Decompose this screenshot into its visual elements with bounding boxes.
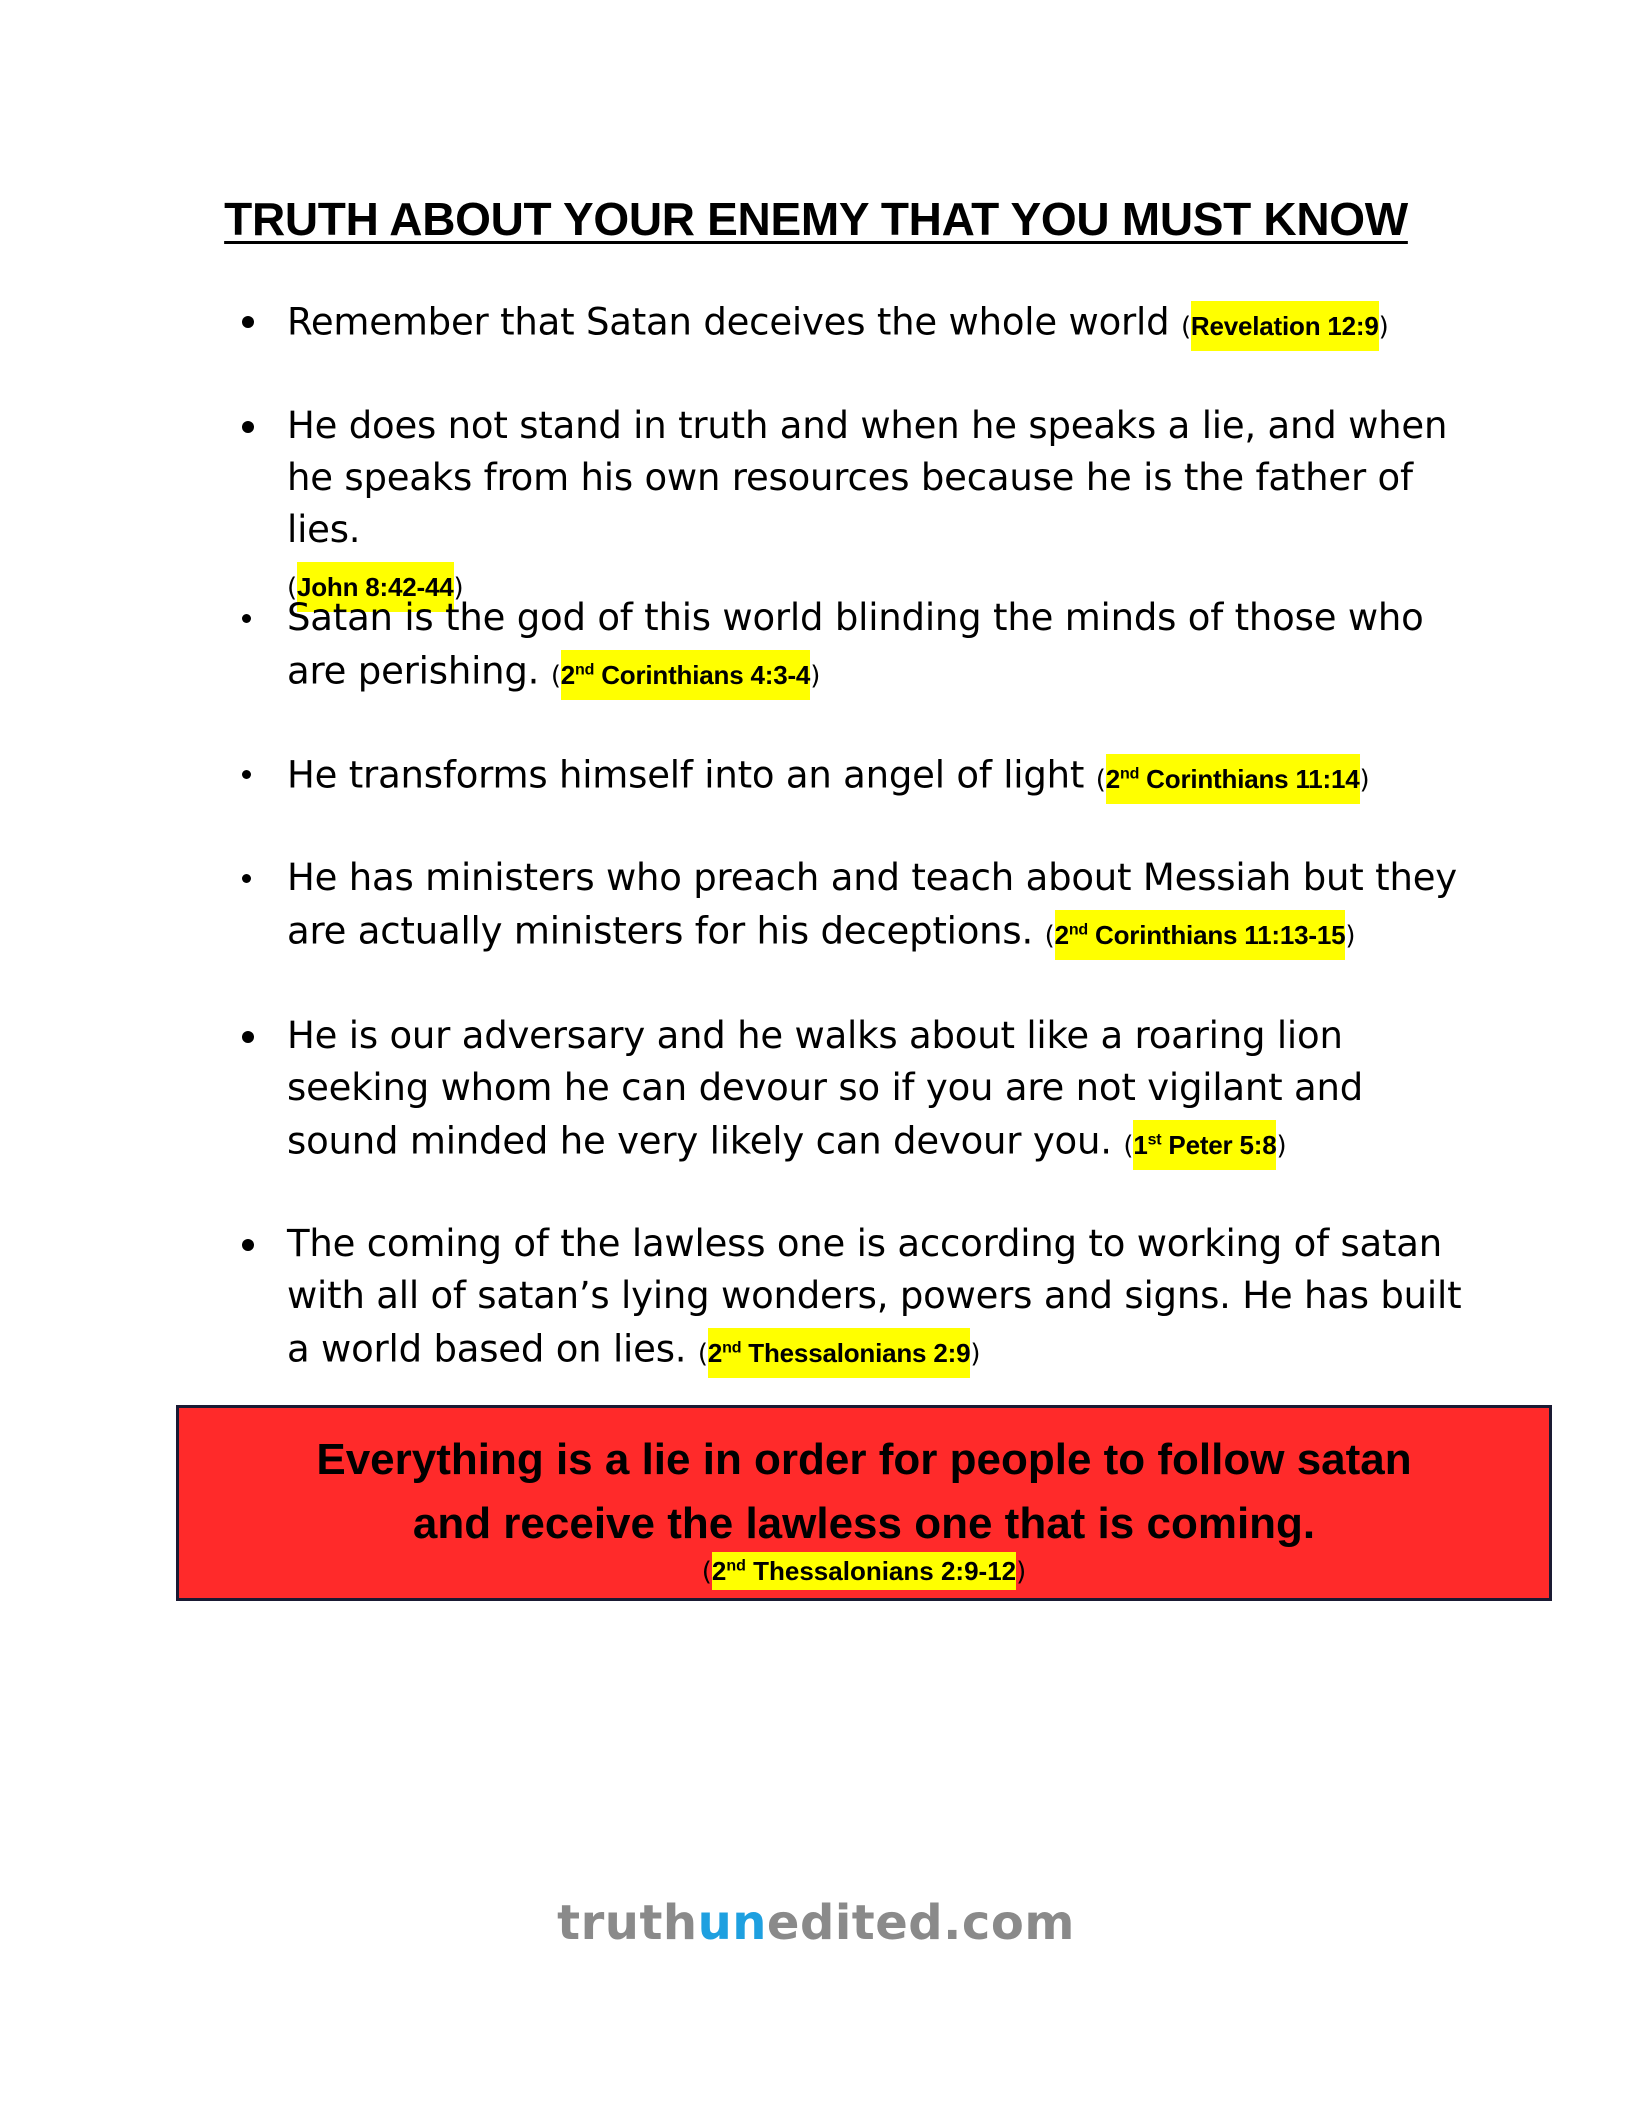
reference-ordinal-suffix: st <box>1147 1131 1162 1148</box>
reference-text: Thessalonians 2:9 <box>741 1337 971 1368</box>
list-item-text <box>287 748 1467 806</box>
reference-highlight <box>708 1328 970 1378</box>
page-title <box>0 192 1632 246</box>
reference-highlight <box>1191 301 1379 351</box>
list-item-text <box>287 592 1467 702</box>
bullet-icon <box>242 1031 254 1043</box>
page-title-text: TRUTH ABOUT YOUR ENEMY THAT YOU MUST KNOW <box>224 193 1408 245</box>
reference-ordinal: 2 <box>560 659 576 690</box>
reference-text: John 8:42-44 <box>296 571 454 602</box>
scripture-reference: (2nd Corinthians 11:14) <box>1096 765 1370 795</box>
bullet-text: He has ministers who preach and teach about Messiah but they are actually ministers for his deceptions. <box>287 856 1457 953</box>
reference-ordinal-suffix: nd <box>1068 921 1089 938</box>
reference-ordinal: 2 <box>1105 763 1120 794</box>
reference-text: Peter 5:8 <box>1161 1129 1277 1160</box>
bullet-text: Satan is the god of this world blinding the minds of those who are perishing. <box>287 596 1424 693</box>
bullet-text: He is our adversary and he walks about like a roaring lion seeking whom he can devour so if you are not vigilant and sound minded he very likely can devour you. <box>287 1014 1364 1163</box>
scripture-reference: (2nd Corinthians 11:13-15) <box>1045 921 1356 951</box>
reference-ordinal: 2 <box>711 1556 727 1586</box>
reference-text: Corinthians 11:13-15 <box>1088 919 1346 950</box>
reference-highlight <box>561 650 810 700</box>
reference-ordinal-suffix: nd <box>722 1339 742 1356</box>
bullet-icon <box>242 1239 254 1251</box>
scripture-reference: (2nd Thessalonians 2:9) <box>698 1339 980 1369</box>
reference-highlight <box>1106 754 1360 804</box>
reference-highlight <box>1133 1120 1276 1170</box>
bullet-icon <box>242 421 254 433</box>
bullet-text: Remember that Satan deceives the whole world <box>287 300 1181 344</box>
callout-box <box>176 1405 1552 1601</box>
logo-part-truth: truth <box>557 1895 698 1951</box>
reference-highlight <box>1055 910 1346 960</box>
reference-ordinal-suffix: nd <box>726 1557 746 1575</box>
list-item-text <box>287 295 1467 353</box>
bullet-icon <box>242 770 251 779</box>
bullet-text: He transforms himself into an angel of light <box>287 753 1096 797</box>
bullet-icon <box>242 316 254 328</box>
callout-message: Everything is a lie in order for people to follow satan and receive the lawless one that is coming. <box>316 1435 1412 1548</box>
site-logo <box>0 1895 1632 1951</box>
reference-text: Corinthians 11:14 <box>1139 763 1360 794</box>
scripture-reference: (Revelation 12:9) <box>1181 312 1389 342</box>
scripture-reference: (2nd Corinthians 4:3-4) <box>551 661 820 691</box>
scripture-reference: (John 8:42-44) <box>287 573 463 603</box>
list-item-text <box>287 1010 1467 1172</box>
logo-part-un: un <box>697 1895 767 1951</box>
scripture-reference: (1st Peter 5:8) <box>1123 1131 1286 1161</box>
bullet-text: He does not stand in truth and when he speaks a lie, and when he speaks from his own resources because he is the father of lies. <box>287 404 1448 551</box>
reference-text: Thessalonians 2:9-12 <box>745 1556 1017 1586</box>
list-item-text <box>287 852 1467 962</box>
reference-text: Revelation 12:9 <box>1190 310 1379 341</box>
bullet-icon <box>242 614 251 623</box>
reference-ordinal: 1 <box>1133 1129 1148 1160</box>
reference-ordinal-suffix: nd <box>575 661 595 678</box>
reference-highlight <box>712 1552 1016 1590</box>
reference-ordinal: 2 <box>1054 919 1069 950</box>
reference-ordinal-suffix: nd <box>1120 765 1140 782</box>
reference-text: Corinthians 4:3-4 <box>594 659 811 690</box>
reference-ordinal: 2 <box>707 1337 723 1368</box>
bullet-text: The coming of the lawless one is according to working of satan with all of satan’s lying wonders, powers and signs. He has built a world based on lies. <box>287 1222 1462 1371</box>
callout-reference: (2nd Thessalonians 2:9-12) <box>179 1556 1549 1587</box>
list-item-text <box>287 1218 1467 1380</box>
logo-part-edited: edited.com <box>766 1895 1075 1951</box>
bullet-icon <box>242 874 251 883</box>
list-item-text <box>287 400 1467 614</box>
